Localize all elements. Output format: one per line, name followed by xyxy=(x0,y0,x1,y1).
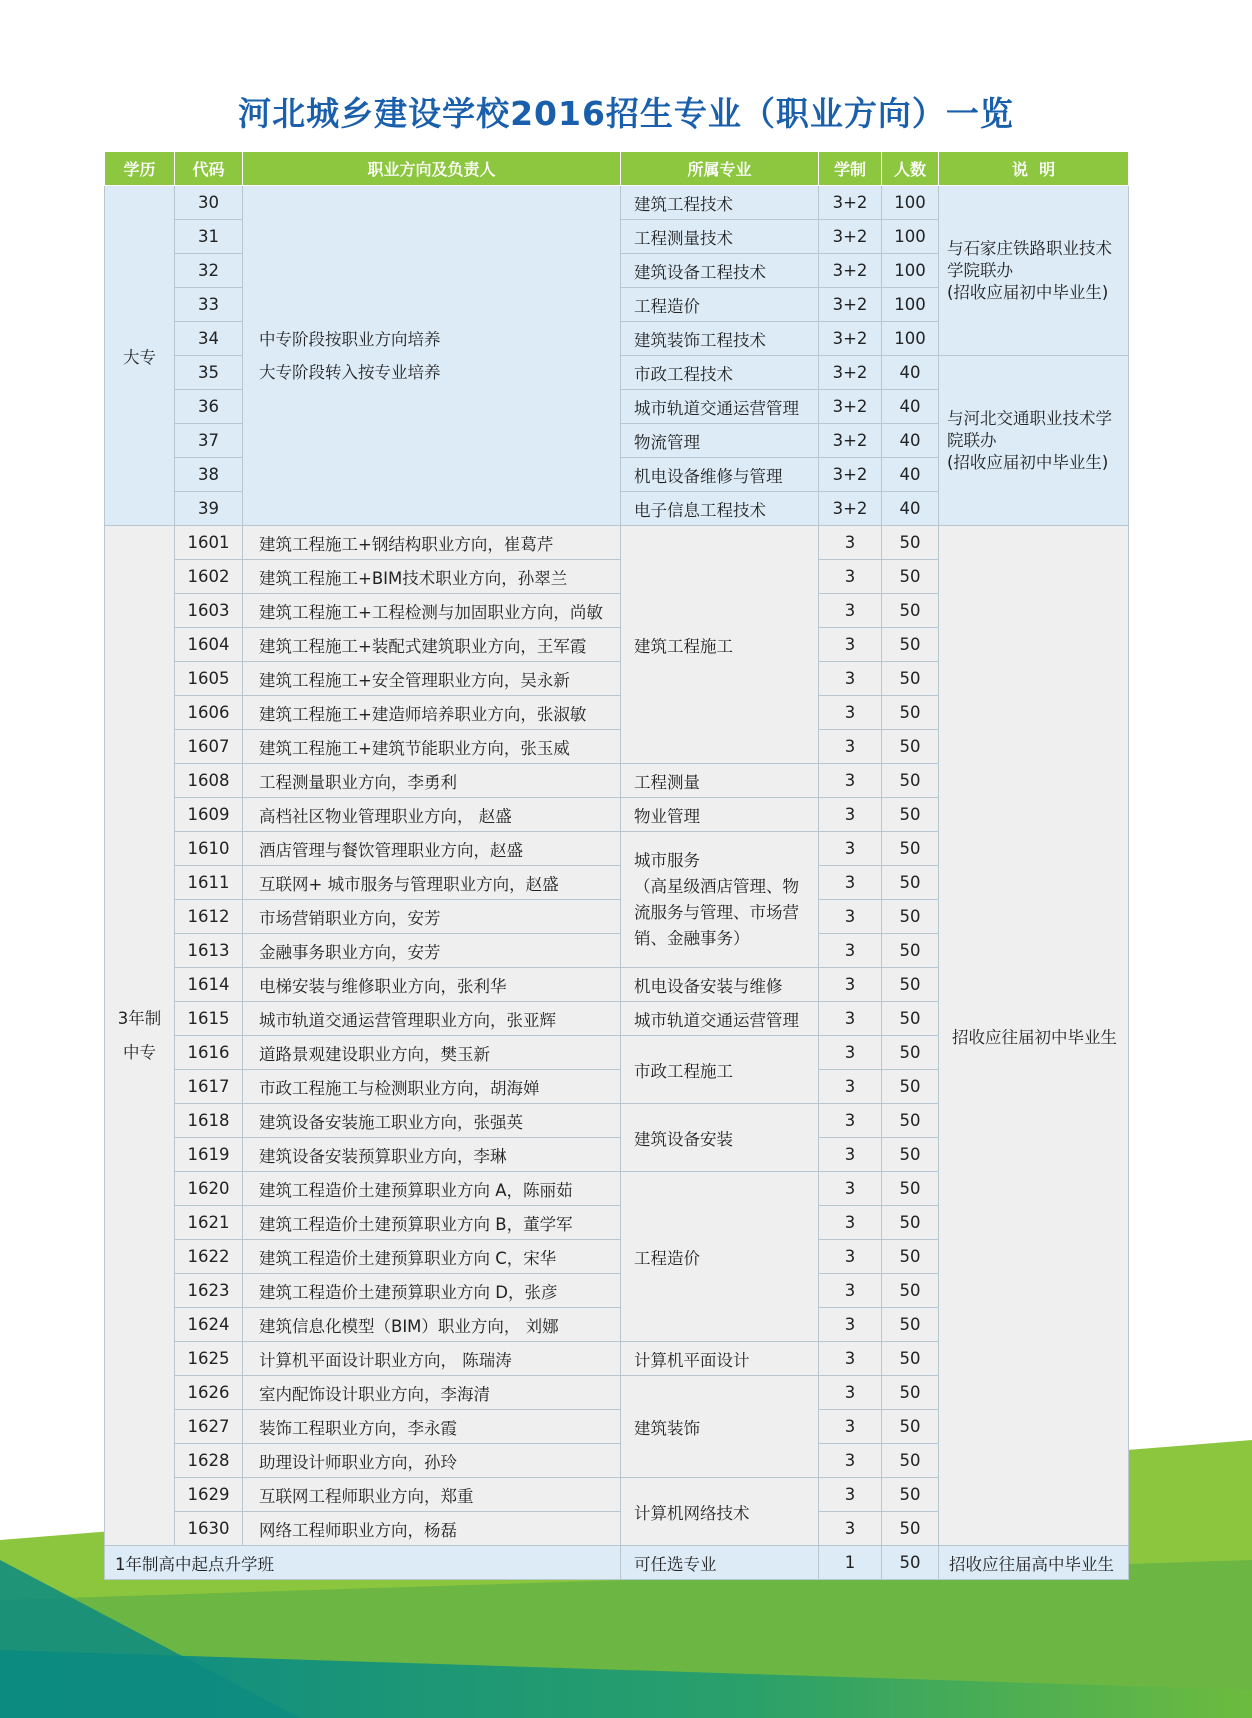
code-cell: 1628 xyxy=(175,1444,243,1478)
years-cell: 3 xyxy=(819,1512,882,1546)
years-cell: 3+2 xyxy=(819,492,882,526)
major-cell: 城市服务 （高星级酒店管理、物流服务与管理、市场营销、金融事务） xyxy=(621,832,819,968)
code-cell: 1623 xyxy=(175,1274,243,1308)
note-cell: 招收应往届初中毕业生 xyxy=(939,526,1129,1546)
code-cell: 1605 xyxy=(175,662,243,696)
years-cell: 3 xyxy=(819,1104,882,1138)
count-cell: 50 xyxy=(882,1172,939,1206)
years-cell: 3 xyxy=(819,764,882,798)
count-cell: 50 xyxy=(882,1240,939,1274)
direction-cell: 建筑工程施工+装配式建筑职业方向，王军霞 xyxy=(243,628,621,662)
code-cell: 37 xyxy=(175,424,243,458)
count-cell: 50 xyxy=(882,560,939,594)
major-cell: 建筑工程施工 xyxy=(621,526,819,764)
years-cell: 3+2 xyxy=(819,288,882,322)
major-cell: 工程造价 xyxy=(621,288,819,322)
count-cell: 100 xyxy=(882,288,939,322)
years-cell: 3+2 xyxy=(819,458,882,492)
years-cell: 3 xyxy=(819,900,882,934)
count-cell: 50 xyxy=(882,1002,939,1036)
direction-cell: 建筑设备安装预算职业方向，李琳 xyxy=(243,1138,621,1172)
level-cell: 大专 xyxy=(105,186,175,526)
note-cell: 与石家庄铁路职业技术学院联办 (招收应届初中毕业生) xyxy=(939,186,1129,356)
major-cell: 建筑装饰 xyxy=(621,1376,819,1478)
years-cell: 3 xyxy=(819,1376,882,1410)
code-cell: 1612 xyxy=(175,900,243,934)
direction-cell: 电梯安装与维修职业方向，张利华 xyxy=(243,968,621,1002)
direction-line: 大专阶段转入按专业培养 xyxy=(259,362,441,382)
code-cell: 1603 xyxy=(175,594,243,628)
code-cell: 1627 xyxy=(175,1410,243,1444)
count-cell: 40 xyxy=(882,424,939,458)
code-cell: 1616 xyxy=(175,1036,243,1070)
count-cell: 50 xyxy=(882,1070,939,1104)
years-cell: 3+2 xyxy=(819,322,882,356)
major-cell: 工程测量技术 xyxy=(621,220,819,254)
direction-cell: 工程测量职业方向，李勇利 xyxy=(243,764,621,798)
count-cell: 50 xyxy=(882,798,939,832)
major-cell: 工程造价 xyxy=(621,1172,819,1342)
code-cell: 1610 xyxy=(175,832,243,866)
years-cell: 3+2 xyxy=(819,220,882,254)
table-row xyxy=(105,1546,1129,1580)
page-title: 河北城乡建设学校2016招生专业（职业方向）一览 xyxy=(238,94,1014,133)
major-cell: 建筑设备安装 xyxy=(621,1104,819,1172)
code-cell: 1618 xyxy=(175,1104,243,1138)
years-cell: 3 xyxy=(819,1478,882,1512)
code-cell: 32 xyxy=(175,254,243,288)
direction-cell: 建筑工程造价土建预算职业方向 C，宋华 xyxy=(243,1240,621,1274)
level-line: 3年制 xyxy=(117,1008,162,1028)
count-cell: 50 xyxy=(882,628,939,662)
code-cell: 1625 xyxy=(175,1342,243,1376)
table-row xyxy=(105,186,1129,220)
code-cell: 1622 xyxy=(175,1240,243,1274)
count-cell: 50 xyxy=(882,1036,939,1070)
direction-cell: 道路景观建设职业方向，樊玉新 xyxy=(243,1036,621,1070)
years-cell: 3 xyxy=(819,1444,882,1478)
direction-cell: 互联网工程师职业方向，郑重 xyxy=(243,1478,621,1512)
direction-cell: 建筑工程施工+钢结构职业方向，崔葛芹 xyxy=(243,526,621,560)
count-cell: 40 xyxy=(882,390,939,424)
years-cell: 3+2 xyxy=(819,424,882,458)
count-cell: 50 xyxy=(882,764,939,798)
years-cell: 3 xyxy=(819,696,882,730)
count-cell: 50 xyxy=(882,526,939,560)
years-cell: 1 xyxy=(819,1546,882,1580)
major-cell: 工程测量 xyxy=(621,764,819,798)
level-line: 中专 xyxy=(123,1042,156,1062)
years-cell: 3 xyxy=(819,1342,882,1376)
count-cell: 50 xyxy=(882,968,939,1002)
header-code: 代码 xyxy=(175,152,243,186)
years-cell: 3 xyxy=(819,832,882,866)
direction-cell: 建筑工程造价土建预算职业方向 A，陈丽茹 xyxy=(243,1172,621,1206)
code-cell: 34 xyxy=(175,322,243,356)
major-cell: 建筑工程技术 xyxy=(621,186,819,220)
years-cell: 3+2 xyxy=(819,356,882,390)
years-cell: 3+2 xyxy=(819,390,882,424)
major-cell: 城市轨道交通运营管理 xyxy=(621,390,819,424)
years-cell: 3 xyxy=(819,526,882,560)
count-cell: 40 xyxy=(882,356,939,390)
major-cell: 计算机平面设计 xyxy=(621,1342,819,1376)
code-cell: 31 xyxy=(175,220,243,254)
direction-line: 中专阶段按职业方向培养 xyxy=(259,329,441,349)
count-cell: 50 xyxy=(882,1104,939,1138)
count-cell: 50 xyxy=(882,1308,939,1342)
code-cell: 1624 xyxy=(175,1308,243,1342)
count-cell: 50 xyxy=(882,1206,939,1240)
table-header-row xyxy=(105,152,1129,186)
code-cell: 36 xyxy=(175,390,243,424)
count-cell: 100 xyxy=(882,186,939,220)
note-cell: 与河北交通职业技术学院联办 (招收应届初中毕业生) xyxy=(939,356,1129,526)
code-cell: 1630 xyxy=(175,1512,243,1546)
direction-cell: 互联网+ 城市服务与管理职业方向，赵盛 xyxy=(243,866,621,900)
count-cell: 50 xyxy=(882,730,939,764)
years-cell: 3+2 xyxy=(819,186,882,220)
years-cell: 3 xyxy=(819,1308,882,1342)
count-cell: 50 xyxy=(882,1546,939,1580)
major-cell: 建筑装饰工程技术 xyxy=(621,322,819,356)
count-cell: 50 xyxy=(882,1512,939,1546)
direction-cell: 建筑信息化模型（BIM）职业方向， 刘娜 xyxy=(243,1308,621,1342)
years-cell: 3 xyxy=(819,1206,882,1240)
years-cell: 3 xyxy=(819,1172,882,1206)
code-cell: 1619 xyxy=(175,1138,243,1172)
code-cell: 1615 xyxy=(175,1002,243,1036)
count-cell: 50 xyxy=(882,1274,939,1308)
direction-cell: 建筑工程施工+安全管理职业方向，吴永新 xyxy=(243,662,621,696)
code-cell: 1606 xyxy=(175,696,243,730)
count-cell: 50 xyxy=(882,866,939,900)
code-cell: 1620 xyxy=(175,1172,243,1206)
gaozhong-label: 1年制高中起点升学班 xyxy=(105,1546,621,1580)
count-cell: 40 xyxy=(882,492,939,526)
header-direction: 职业方向及负责人 xyxy=(243,152,621,186)
direction-cell: 市政工程施工与检测职业方向，胡海婵 xyxy=(243,1070,621,1104)
header-years: 学制 xyxy=(819,152,882,186)
code-cell: 30 xyxy=(175,186,243,220)
code-cell: 35 xyxy=(175,356,243,390)
code-cell: 1613 xyxy=(175,934,243,968)
count-cell: 50 xyxy=(882,832,939,866)
count-cell: 50 xyxy=(882,662,939,696)
major-cell: 电子信息工程技术 xyxy=(621,492,819,526)
major-cell: 计算机网络技术 xyxy=(621,1478,819,1546)
years-cell: 3 xyxy=(819,1274,882,1308)
code-cell: 1607 xyxy=(175,730,243,764)
major-cell: 机电设备安装与维修 xyxy=(621,968,819,1002)
years-cell: 3+2 xyxy=(819,254,882,288)
count-cell: 50 xyxy=(882,696,939,730)
count-cell: 50 xyxy=(882,594,939,628)
count-cell: 50 xyxy=(882,1342,939,1376)
count-cell: 50 xyxy=(882,934,939,968)
years-cell: 3 xyxy=(819,628,882,662)
direction-cell: 建筑工程造价土建预算职业方向 B，董学军 xyxy=(243,1206,621,1240)
zhongzhuan-section xyxy=(105,526,1129,1546)
years-cell: 3 xyxy=(819,1036,882,1070)
direction-cell: 酒店管理与餐饮管理职业方向，赵盛 xyxy=(243,832,621,866)
direction-cell: 网络工程师职业方向，杨磊 xyxy=(243,1512,621,1546)
years-cell: 3 xyxy=(819,1240,882,1274)
years-cell: 3 xyxy=(819,1002,882,1036)
dazhuan-section xyxy=(105,186,1129,526)
direction-cell: 助理设计师职业方向，孙玲 xyxy=(243,1444,621,1478)
level-cell xyxy=(105,526,175,1546)
header-note: 说 明 xyxy=(939,152,1129,186)
code-cell: 1629 xyxy=(175,1478,243,1512)
code-cell: 1614 xyxy=(175,968,243,1002)
major-cell: 物流管理 xyxy=(621,424,819,458)
code-cell: 1617 xyxy=(175,1070,243,1104)
code-cell: 1602 xyxy=(175,560,243,594)
years-cell: 3 xyxy=(819,594,882,628)
major-cell: 可任选专业 xyxy=(621,1546,819,1580)
direction-cell: 建筑工程施工+工程检测与加固职业方向，尚敏 xyxy=(243,594,621,628)
years-cell: 3 xyxy=(819,560,882,594)
count-cell: 50 xyxy=(882,1138,939,1172)
major-cell: 建筑设备工程技术 xyxy=(621,254,819,288)
years-cell: 3 xyxy=(819,798,882,832)
years-cell: 3 xyxy=(819,662,882,696)
count-cell: 50 xyxy=(882,1478,939,1512)
count-cell: 100 xyxy=(882,254,939,288)
enrollment-table xyxy=(104,151,1129,1580)
code-cell: 39 xyxy=(175,492,243,526)
code-cell: 38 xyxy=(175,458,243,492)
count-cell: 50 xyxy=(882,1410,939,1444)
years-cell: 3 xyxy=(819,934,882,968)
code-cell: 1608 xyxy=(175,764,243,798)
code-cell: 1626 xyxy=(175,1376,243,1410)
direction-cell: 金融事务职业方向，安芳 xyxy=(243,934,621,968)
years-cell: 3 xyxy=(819,968,882,1002)
code-cell: 1611 xyxy=(175,866,243,900)
count-cell: 100 xyxy=(882,220,939,254)
years-cell: 3 xyxy=(819,1410,882,1444)
years-cell: 3 xyxy=(819,1138,882,1172)
header-count: 人数 xyxy=(882,152,939,186)
count-cell: 50 xyxy=(882,1444,939,1478)
count-cell: 40 xyxy=(882,458,939,492)
direction-cell: 建筑工程施工+BIM技术职业方向，孙翠兰 xyxy=(243,560,621,594)
direction-cell: 装饰工程职业方向，李永霞 xyxy=(243,1410,621,1444)
direction-cell: 建筑工程施工+建筑节能职业方向，张玉威 xyxy=(243,730,621,764)
major-cell: 市政工程施工 xyxy=(621,1036,819,1104)
code-cell: 1601 xyxy=(175,526,243,560)
count-cell: 50 xyxy=(882,1376,939,1410)
header-major: 所属专业 xyxy=(621,152,819,186)
years-cell: 3 xyxy=(819,730,882,764)
years-cell: 3 xyxy=(819,1070,882,1104)
code-cell: 1621 xyxy=(175,1206,243,1240)
direction-cell: 建筑工程施工+建造师培养职业方向，张淑敏 xyxy=(243,696,621,730)
gaozhong-section xyxy=(105,1546,1129,1580)
code-cell: 1604 xyxy=(175,628,243,662)
count-cell: 50 xyxy=(882,900,939,934)
count-cell: 100 xyxy=(882,322,939,356)
direction-cell: 建筑工程造价土建预算职业方向 D，张彦 xyxy=(243,1274,621,1308)
note-cell: 招收应往届高中毕业生 xyxy=(939,1546,1129,1580)
direction-cell: 室内配饰设计职业方向，李海清 xyxy=(243,1376,621,1410)
direction-cell: 市场营销职业方向，安芳 xyxy=(243,900,621,934)
header-level: 学历 xyxy=(105,152,175,186)
direction-cell: 城市轨道交通运营管理职业方向，张亚辉 xyxy=(243,1002,621,1036)
direction-cell: 建筑设备安装施工职业方向，张强英 xyxy=(243,1104,621,1138)
code-cell: 1609 xyxy=(175,798,243,832)
major-cell: 市政工程技术 xyxy=(621,356,819,390)
code-cell: 33 xyxy=(175,288,243,322)
major-cell: 物业管理 xyxy=(621,798,819,832)
table-row xyxy=(105,526,1129,560)
direction-cell xyxy=(243,186,621,526)
major-cell: 机电设备维修与管理 xyxy=(621,458,819,492)
years-cell: 3 xyxy=(819,866,882,900)
major-cell: 城市轨道交通运营管理 xyxy=(621,1002,819,1036)
direction-cell: 高档社区物业管理职业方向， 赵盛 xyxy=(243,798,621,832)
direction-cell: 计算机平面设计职业方向， 陈瑞涛 xyxy=(243,1342,621,1376)
